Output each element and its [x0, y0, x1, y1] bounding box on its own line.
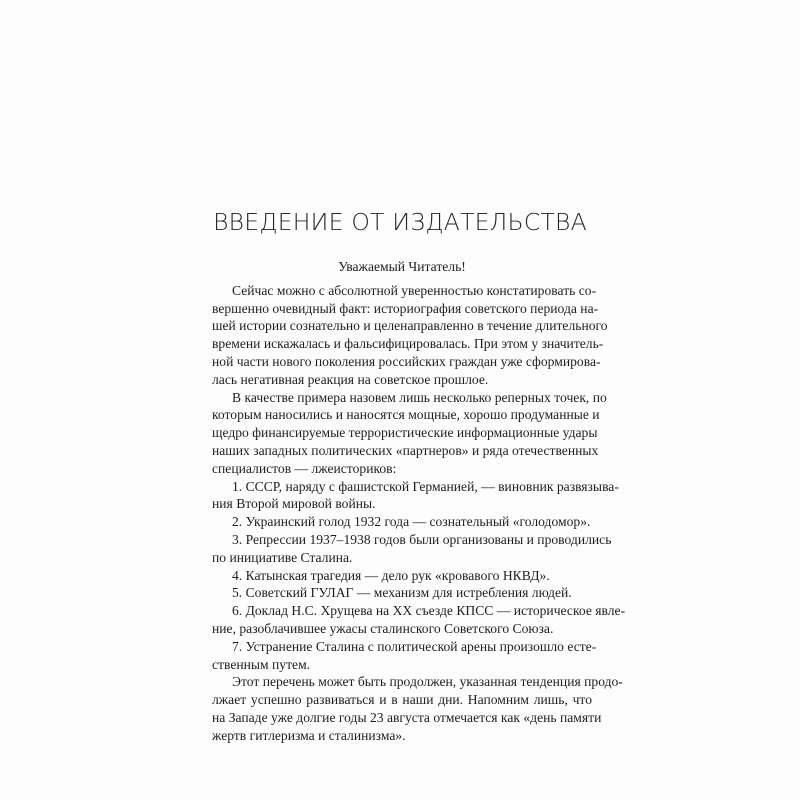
list-item	[212, 513, 592, 531]
text-line: В качестве примера назовем лишь несколько реперных точек, по	[232, 389, 607, 405]
text-line: 7. Устранение Сталина с политической арены произошло есте-	[232, 638, 597, 654]
text-line: вершенно очевидный факт: историография советского периода на-	[212, 300, 599, 316]
text-line: времени искажалась и фальсифицировалась. При этом у значитель-	[212, 336, 604, 352]
text-line: лась негативная реакция на советское прошлое.	[212, 371, 489, 387]
text-line: жертв гитлеризма и сталинизма».	[212, 727, 406, 743]
text-line: 1. СССР, наряду с фашистской Германией, — виновник развязыва-	[232, 478, 619, 494]
list-item	[212, 567, 592, 585]
text-line: специалистов — лжеисториков:	[212, 460, 397, 476]
text-line: 5. Советский ГУЛАГ — механизм для истребления людей.	[232, 585, 572, 601]
text-line: щедро финансируемые террористические информационные удары	[212, 425, 598, 441]
text-line: шей истории сознательно и целенаправленно в течение длительного	[212, 318, 608, 334]
list-item	[212, 584, 592, 602]
text-line: ния Второй мировой войны.	[212, 496, 376, 512]
list-item	[212, 531, 612, 567]
list-item	[212, 602, 626, 638]
text-line: 6. Доклад Н.С. Хрущева на XX съезде КПСС — историческое явле-	[232, 603, 626, 619]
paragraph-1	[212, 282, 608, 389]
body-text	[212, 258, 626, 745]
text-line: ной части нового поколения российских граждан уже сформирова-	[212, 353, 601, 369]
text-line: 2. Украинский голод 1932 года — сознательный «голодомор».	[232, 514, 591, 530]
paragraph-2	[212, 389, 607, 478]
text-line: на Западе уже долгие годы 23 августа отмечается как «день памяти	[212, 709, 602, 725]
greeting: Уважаемый Читатель!	[338, 259, 466, 274]
text-line: 3. Репрессии 1937–1938 годов были организованы и проводились	[232, 531, 612, 547]
paragraph-3	[212, 673, 623, 744]
page-heading: ВВЕДЕНИЕ ОТ ИЗДАТЕЛЬСТВА	[213, 208, 587, 236]
list-item	[212, 638, 597, 674]
text-line: ние, разоблачившее ужасы сталинского Советского Союза.	[212, 620, 554, 636]
text-line: ственным путем.	[212, 656, 311, 672]
list-item	[212, 478, 619, 514]
text-line: лжает успешно развиваться и в наши дни. Напомним лишь, что	[212, 692, 592, 708]
text-line: Этот перечень может быть продолжен, указанная тенденция продо-	[232, 674, 623, 690]
text-line: 4. Катынская трагедия — дело рук «кровавого НКВД».	[232, 567, 550, 583]
text-line: наших западных политических «партнеров» и ряда отечественных	[212, 442, 599, 458]
list	[212, 478, 626, 674]
text-line: по инициативе Сталина.	[212, 549, 353, 565]
text-line: которым наносились и наносятся мощные, хорошо продуманные и	[212, 407, 600, 423]
text-line: Сейчас можно с абсолютной уверенностью констатировать со-	[232, 282, 597, 298]
